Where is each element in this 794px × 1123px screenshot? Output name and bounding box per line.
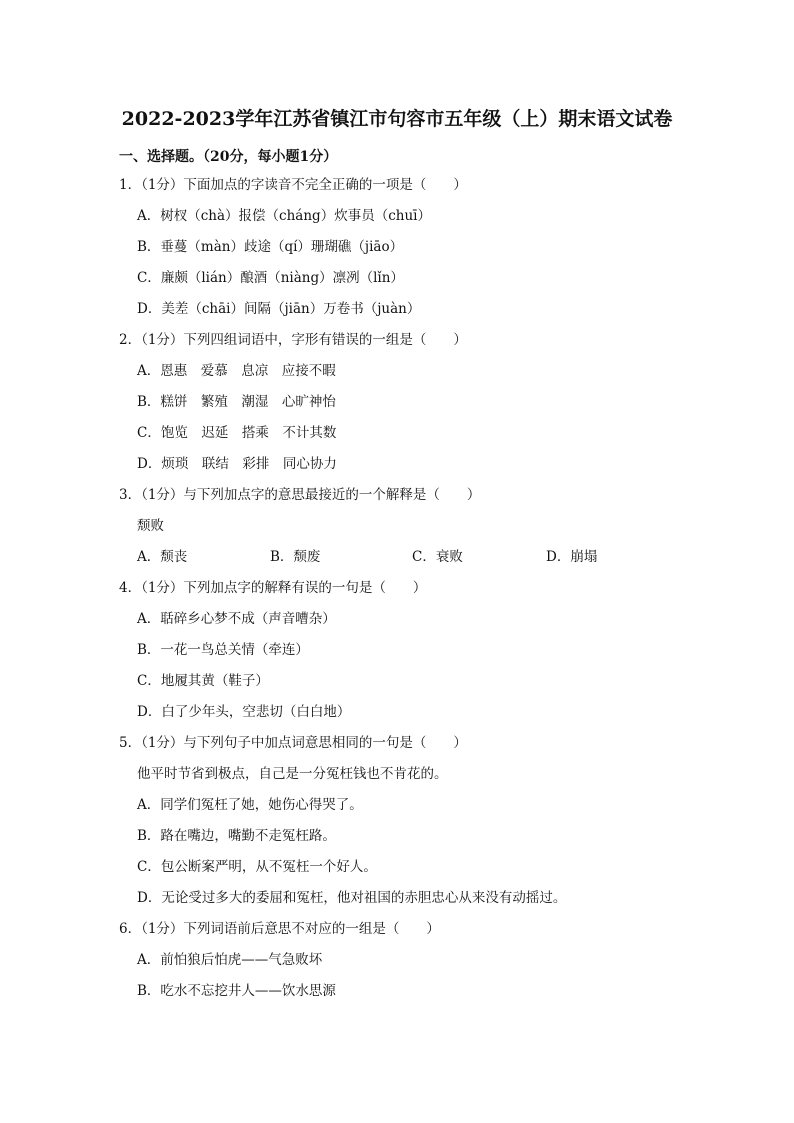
question-3-option-d: D．崩塌 (546, 549, 598, 565)
question-5-stem: 5．（1分）与下列句子中加点词意思相同的一句是（ ） (119, 735, 467, 751)
question-3-stem: 3．（1分）与下列加点字的意思最接近的一个解释是（ ） (119, 487, 481, 503)
question-4-option-b: B．一花一鸟总关情（牵连） (137, 642, 309, 658)
question-5-option-c: C．包公断案严明，从不冤枉一个好人。 (137, 859, 377, 875)
question-2-option-a: A．恩惠 爱慕 息凉 应接不暇 (137, 363, 336, 379)
question-3-option-a: A．颓丧 (137, 549, 188, 565)
question-5-option-a: A．同学们冤枉了她，她伤心得哭了。 (137, 797, 363, 813)
question-1-option-a: A．树杈（chà）报偿（cháng）炊事员（chuī） (137, 208, 431, 224)
question-6-option-a: A．前怕狼后怕虎——气急败坏 (137, 952, 323, 968)
question-5-sentence: 他平时节省到极点，自己是一分冤枉钱也不肯花的。 (137, 766, 448, 782)
question-5-option-d: D．无论受过多大的委屈和冤枉，他对祖国的赤胆忠心从来没有动摇过。 (137, 890, 567, 906)
question-list (119, 170, 719, 1007)
question-3-option-c: C．衰败 (412, 549, 463, 565)
question-4-option-d: D．白了少年头，空悲切（白白地） (137, 704, 351, 720)
question-2-option-c: C．饱览 迟延 搭乘 不计其数 (137, 425, 337, 441)
question-3-word: 颓败 (137, 518, 164, 534)
question-4-option-a: A．聒碎乡心梦不成（声音嘈杂） (137, 611, 336, 627)
question-4-option-c: C．地履其黄（鞋子） (137, 673, 269, 689)
question-2-option-b: B．糕饼 繁殖 潮湿 心旷神怡 (137, 394, 336, 410)
question-6-stem: 6．（1分）下列词语前后意思不对应的一组是（ ） (119, 921, 440, 937)
question-3-option-b: B．颓废 (270, 549, 321, 565)
page-title: 2022-2023学年江苏省镇江市句容市五年级（上）期末语文试卷 (121, 108, 673, 130)
question-1-stem: 1．（1分）下面加点的字读音不完全正确的一项是（ ） (119, 177, 467, 193)
question-6-option-b: B．吃水不忘挖井人——饮水思源 (137, 983, 336, 999)
question-1-option-b: B．垂蔓（màn）歧途（qí）珊瑚礁（jiāo） (137, 239, 404, 255)
section-heading: 一、选择题。（20分，每小题1分） (119, 149, 338, 165)
question-1-option-c: C．廉颇（lián）酿酒（niàng）凛冽（lǐn） (137, 270, 404, 286)
question-1-option-d: D．美差（chāi）间隔（jiān）万卷书（juàn） (137, 301, 421, 317)
question-4-stem: 4．（1分）下列加点字的解释有误的一句是（ ） (119, 580, 427, 596)
question-2-stem: 2．（1分）下列四组词语中，字形有错误的一组是（ ） (119, 332, 467, 348)
question-3-options (119, 542, 719, 573)
question-5-option-b: B．路在嘴边，嘴勤不走冤枉路。 (137, 828, 336, 844)
question-2-option-d: D．烦琐 联结 彩排 同心协力 (137, 456, 337, 472)
